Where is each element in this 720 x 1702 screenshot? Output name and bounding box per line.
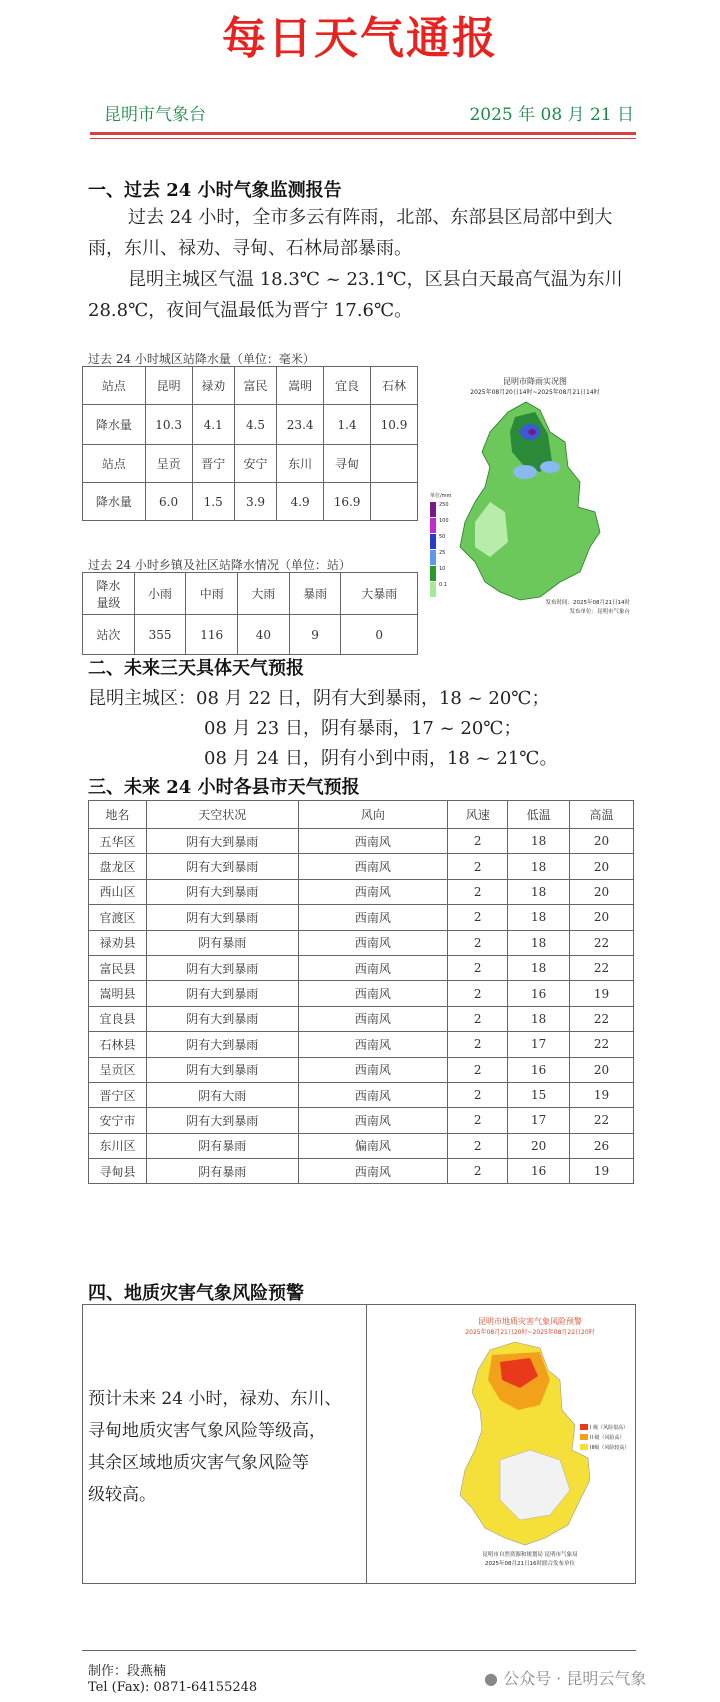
geo-legend-label: II 级（风险高）: [590, 1435, 625, 1441]
geo-legend-swatch: [580, 1434, 588, 1440]
header-rule-thin: [90, 138, 636, 139]
section2-heading: 二、未来三天具体天气预报: [88, 658, 304, 679]
county-cell: 阴有大到暴雨: [146, 905, 298, 930]
geo-legend-label: I 级（风险很高）: [590, 1425, 629, 1431]
county-cell: 18: [508, 1006, 570, 1031]
rain-legend-unit: 单位/mm: [430, 493, 452, 499]
county-cell: 西南风: [298, 1108, 448, 1133]
table-row: [89, 1082, 634, 1107]
level-cell: 站次: [83, 615, 135, 655]
level-cell: 9: [289, 615, 341, 655]
county-cell: 19: [570, 1159, 634, 1184]
table-row: [89, 1057, 634, 1082]
rain-map-issuer: 发布单位：昆明市气象台: [569, 609, 630, 615]
county-cell: 阴有大到暴雨: [146, 879, 298, 904]
section1-para2-line1: 昆明主城区气温 18.3℃ ~ 23.1℃，区县白天最高气温为东川: [128, 269, 623, 290]
county-cell: 阴有大到暴雨: [146, 981, 298, 1006]
county-cell: 西南风: [298, 1159, 448, 1184]
county-col-header: 低温: [508, 801, 570, 829]
table-row: [89, 829, 634, 854]
county-cell: 20: [570, 879, 634, 904]
county-cell: 2: [448, 1159, 508, 1184]
rain-legend-swatch: [430, 502, 436, 517]
county-col-header: 高温: [570, 801, 634, 829]
section4-heading: 四、地质灾害气象风险预警: [88, 1283, 304, 1304]
watermark: [484, 1666, 646, 1689]
rain-table: [82, 366, 418, 521]
level-cell: 降水 量级: [83, 573, 135, 615]
geo-map-subtitle: 2025年08月21日20时~2025年08月22日20时: [465, 1329, 595, 1336]
section1-para2-line2: 28.8℃，夜间气温最低为晋宁 17.6℃。: [88, 300, 413, 321]
rain-cell: 4.1: [192, 405, 234, 445]
forecast-line-2: 08 月 23 日，阴有暴雨，17 ~ 20℃；: [204, 718, 522, 739]
rain-extreme-zone: [528, 429, 536, 435]
county-cell: 西南风: [298, 854, 448, 879]
level-cell: 40: [238, 615, 290, 655]
rain-cell: 10.3: [145, 405, 192, 445]
section1-para1-line2: 雨，东川、禄劝、寻甸、石林局部暴雨。: [88, 238, 412, 259]
county-cell: 寻甸县: [89, 1159, 147, 1184]
county-cell: 2: [448, 981, 508, 1006]
county-col-header: 风速: [448, 801, 508, 829]
table-row: [89, 854, 634, 879]
county-cell: 阴有暴雨: [146, 1133, 298, 1158]
rain-cell: [371, 483, 418, 521]
rain-cell: 晋宁: [192, 445, 234, 483]
rain-cell: 宜良: [324, 367, 371, 405]
county-cell: 18: [508, 879, 570, 904]
county-cell: 阴有暴雨: [146, 1159, 298, 1184]
rain-map-issue-time: 发布时间：2025年08月21日14时: [545, 600, 630, 606]
rain-legend-label: 250: [439, 502, 449, 508]
rain-cell: 10.9: [371, 405, 418, 445]
forecast-line-3: 08 月 24 日，阴有小到中雨，18 ~ 21℃。: [204, 748, 558, 769]
level-cell: 中雨: [186, 573, 238, 615]
county-cell: 2: [448, 1006, 508, 1031]
rain-map-subtitle: 2025年08月20日14时~2025年08月21日14时: [470, 389, 600, 396]
level-cell: 0: [341, 615, 418, 655]
rain-cell: 6.0: [145, 483, 192, 521]
county-cell: 阴有大到暴雨: [146, 1108, 298, 1133]
county-cell: 阴有大到暴雨: [146, 1057, 298, 1082]
county-cell: 2: [448, 955, 508, 980]
rain-cell: 4.9: [277, 483, 324, 521]
county-cell: 20: [570, 829, 634, 854]
geo-legend: [580, 1424, 629, 1451]
county-cell: 宜良县: [89, 1006, 147, 1031]
county-col-header: 天空状况: [146, 801, 298, 829]
report-date: 2025 年 08 月 21 日: [469, 105, 634, 125]
rain-moderate-zone: [513, 465, 537, 479]
rain-cell: 降水量: [83, 405, 146, 445]
county-cell: 18: [508, 930, 570, 955]
county-cell: 18: [508, 955, 570, 980]
rain-legend-label: 10: [439, 566, 446, 572]
county-cell: 阴有暴雨: [146, 930, 298, 955]
geo-risk-line-1: 预计未来 24 小时，禄劝、东川、: [88, 1389, 342, 1409]
rain-cell: 16.9: [324, 483, 371, 521]
county-cell: 16: [508, 981, 570, 1006]
rain-legend-label: 100: [439, 518, 449, 524]
county-cell: 呈贡区: [89, 1057, 147, 1082]
county-cell: 22: [570, 1006, 634, 1031]
rain-cell: 23.4: [277, 405, 324, 445]
rain-cell: 石林: [371, 367, 418, 405]
county-cell: 禄劝县: [89, 930, 147, 955]
footer-rule: [82, 1650, 636, 1651]
county-cell: 偏南风: [298, 1133, 448, 1158]
county-cell: 东川区: [89, 1133, 147, 1158]
forecast-line-1: 昆明主城区：08 月 22 日，阴有大到暴雨，18 ~ 20℃；: [88, 688, 550, 709]
geo-risk-divider: [366, 1305, 367, 1583]
rain-cell: 降水量: [83, 483, 146, 521]
table-row: [89, 1006, 634, 1031]
county-cell: 22: [570, 1108, 634, 1133]
county-cell: 18: [508, 854, 570, 879]
rain-cell: 禄劝: [192, 367, 234, 405]
rain-moderate-zone-2: [540, 461, 560, 473]
county-cell: 20: [570, 854, 634, 879]
county-cell: 18: [508, 829, 570, 854]
county-cell: 18: [508, 905, 570, 930]
rain-cell: 站点: [83, 445, 146, 483]
county-cell: 20: [508, 1133, 570, 1158]
county-cell: 17: [508, 1032, 570, 1057]
level-table: [82, 572, 418, 655]
wechat-icon: ●: [484, 1669, 498, 1688]
rain-cell: 寻甸: [324, 445, 371, 483]
county-cell: 16: [508, 1057, 570, 1082]
table-row: [89, 1108, 634, 1133]
county-cell: 阴有大到暴雨: [146, 955, 298, 980]
level-cell: 小雨: [134, 573, 186, 615]
county-cell: 阴有大到暴雨: [146, 854, 298, 879]
geo-legend-label: III级（风险较高）: [590, 1445, 630, 1451]
level-cell: 大雨: [238, 573, 290, 615]
footer-tel: Tel (Fax): 0871-64155248: [88, 1680, 258, 1695]
county-cell: 石林县: [89, 1032, 147, 1057]
level-cell: 大暴雨: [341, 573, 418, 615]
geo-risk-line-2: 寻甸地质灾害气象风险等级高，: [88, 1421, 326, 1441]
county-cell: 2: [448, 854, 508, 879]
level-cell: 355: [134, 615, 186, 655]
county-cell: 阴有大到暴雨: [146, 829, 298, 854]
rain-cell: 富民: [234, 367, 276, 405]
county-cell: 2: [448, 829, 508, 854]
rain-cell: 嵩明: [277, 367, 324, 405]
county-cell: 17: [508, 1108, 570, 1133]
county-cell: 22: [570, 955, 634, 980]
geo-legend-swatch: [580, 1424, 588, 1430]
rain-legend: [430, 492, 452, 597]
watermark-text: 公众号 · 昆明云气象: [503, 1669, 647, 1688]
county-cell: 阴有大到暴雨: [146, 1032, 298, 1057]
county-cell: 西南风: [298, 829, 448, 854]
county-cell: 20: [570, 905, 634, 930]
rain-legend-swatch: [430, 582, 436, 597]
county-cell: 盘龙区: [89, 854, 147, 879]
table-row: [89, 905, 634, 930]
county-col-header: 地名: [89, 801, 147, 829]
rain-cell: 东川: [277, 445, 324, 483]
rain-legend-swatch: [430, 518, 436, 533]
county-cell: 2: [448, 905, 508, 930]
county-cell: 2: [448, 1032, 508, 1057]
county-cell: 晋宁区: [89, 1082, 147, 1107]
table-row: [89, 879, 634, 904]
geo-map-footer-2: 2025年08月21日16时联合发布单位: [485, 1561, 575, 1567]
geo-map-title: 昆明市地质灾害气象风险预警: [478, 1317, 582, 1326]
section1-heading: 一、过去 24 小时气象监测报告: [88, 180, 342, 201]
county-cell: 五华区: [89, 829, 147, 854]
rain-cell: [371, 445, 418, 483]
county-cell: 西南风: [298, 930, 448, 955]
county-cell: 26: [570, 1133, 634, 1158]
county-cell: 2: [448, 1133, 508, 1158]
county-cell: 19: [570, 981, 634, 1006]
header-rule: [90, 132, 636, 135]
rain-legend-swatch: [430, 534, 436, 549]
county-cell: 西南风: [298, 1006, 448, 1031]
table-row: [89, 981, 634, 1006]
geo-risk-line-3: 其余区域地质灾害气象风险等: [88, 1453, 309, 1473]
rain-legend-label: 25: [439, 550, 446, 556]
table-row: [89, 955, 634, 980]
rain-cell: 站点: [83, 367, 146, 405]
county-cell: 西山区: [89, 879, 147, 904]
table-row: [89, 930, 634, 955]
county-col-header: 风向: [298, 801, 448, 829]
county-cell: 22: [570, 1032, 634, 1057]
geo-legend-swatch: [580, 1444, 588, 1450]
county-cell: 嵩明县: [89, 981, 147, 1006]
county-cell: 2: [448, 930, 508, 955]
county-cell: 2: [448, 1057, 508, 1082]
section1-para1-line1: 过去 24 小时，全市多云有阵雨，北部、东部县区局部中到大: [128, 207, 613, 228]
rain-cell: 呈贡: [145, 445, 192, 483]
section3-heading: 三、未来 24 小时各县市天气预报: [88, 777, 360, 798]
rain-cell: 安宁: [234, 445, 276, 483]
county-cell: 西南风: [298, 879, 448, 904]
org-name: 昆明市气象台: [104, 105, 206, 125]
county-cell: 西南风: [298, 1057, 448, 1082]
county-cell: 西南风: [298, 905, 448, 930]
rain-cell: 4.5: [234, 405, 276, 445]
county-cell: 西南风: [298, 1032, 448, 1057]
rain-cell: 3.9: [234, 483, 276, 521]
rain-cell: 昆明: [145, 367, 192, 405]
county-forecast-table: [88, 800, 634, 1184]
county-cell: 富民县: [89, 955, 147, 980]
county-cell: 15: [508, 1082, 570, 1107]
county-cell: 16: [508, 1159, 570, 1184]
county-cell: 2: [448, 879, 508, 904]
county-cell: 2: [448, 1082, 508, 1107]
rain-cell: 1.4: [324, 405, 371, 445]
county-cell: 西南风: [298, 981, 448, 1006]
rain-cell: 1.5: [192, 483, 234, 521]
geo-map-footer-1: 昆明市自然资源和规划局 昆明市气象局: [482, 1552, 578, 1558]
rain-legend-swatch: [430, 550, 436, 565]
rain-legend-label: 0.1: [439, 582, 447, 588]
level-cell: 116: [186, 615, 238, 655]
footer-maker: 制作：段燕楠: [88, 1664, 167, 1679]
county-cell: 20: [570, 1057, 634, 1082]
rain-map-title: 昆明市降雨实况图: [503, 377, 567, 386]
level-table-caption: 过去 24 小时乡镇及社区站降水情况（单位：站）: [88, 558, 351, 572]
geo-risk-map: [430, 1310, 630, 1580]
county-cell: 西南风: [298, 1082, 448, 1107]
county-cell: 官渡区: [89, 905, 147, 930]
county-cell: 19: [570, 1082, 634, 1107]
rain-table-caption: 过去 24 小时城区站降水量（单位：毫米）: [88, 352, 315, 366]
table-row: [89, 1133, 634, 1158]
rain-map: [430, 372, 640, 632]
table-row: [89, 1159, 634, 1184]
county-cell: 安宁市: [89, 1108, 147, 1133]
county-cell: 2: [448, 1108, 508, 1133]
county-cell: 西南风: [298, 955, 448, 980]
rain-legend-swatch: [430, 566, 436, 581]
rain-legend-label: 50: [439, 534, 446, 540]
county-cell: 阴有大雨: [146, 1082, 298, 1107]
county-cell: 阴有大到暴雨: [146, 1006, 298, 1031]
table-row: [89, 1032, 634, 1057]
geo-risk-line-4: 级较高。: [88, 1485, 156, 1505]
county-cell: 22: [570, 930, 634, 955]
report-title: 每日天气通报: [222, 13, 498, 64]
level-cell: 暴雨: [289, 573, 341, 615]
